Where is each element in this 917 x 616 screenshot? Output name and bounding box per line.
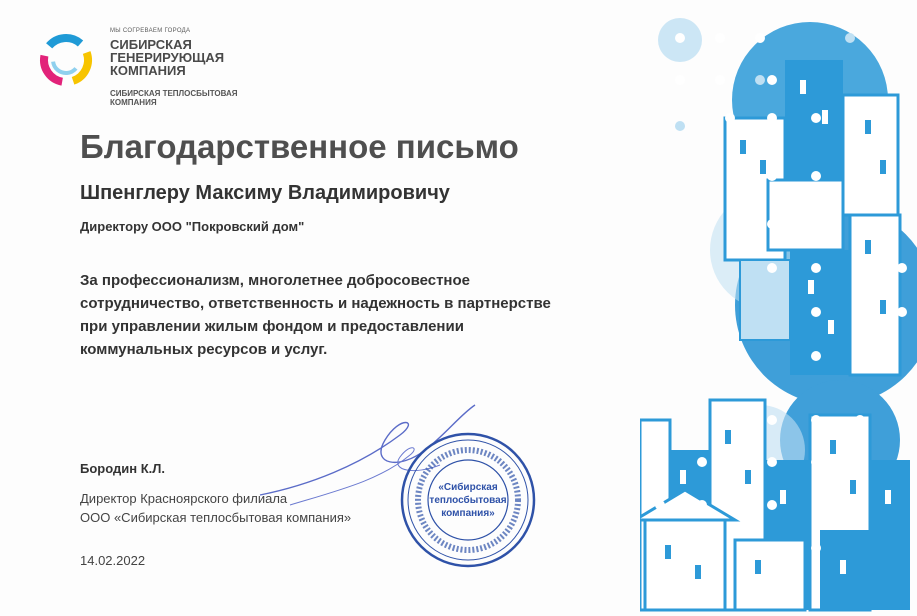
- logo-tagline: МЫ СОГРЕВАЕМ ГОРОДА: [110, 28, 191, 34]
- signer-position: Директор Красноярского филиала: [80, 491, 288, 506]
- signer-name: Бородин К.Л.: [80, 461, 165, 476]
- letter-title: Благодарственное письмо: [80, 128, 519, 165]
- city-illustration: [640, 0, 917, 616]
- logo-rings-icon: [34, 28, 98, 92]
- seal-text-line: «Сибирская: [438, 482, 498, 493]
- logo-sub-line: КОМПАНИЯ: [110, 98, 157, 107]
- logo-name-line: СИБИРСКАЯ: [110, 37, 192, 52]
- body-line: сотрудничество, ответственность и надежность в партнерстве: [80, 295, 551, 312]
- logo-company-name: [110, 38, 280, 77]
- letter-body: [80, 269, 640, 361]
- recipient-name: Шпенглеру Максиму Владимировичу: [80, 182, 450, 204]
- logo-sub-line: СИБИРСКАЯ ТЕПЛОСБЫТОВАЯ: [110, 89, 238, 98]
- recipient-position: Директору ООО "Покровский дом": [80, 219, 305, 234]
- official-seal: [398, 430, 538, 570]
- logo-subsidiary: [110, 89, 300, 107]
- letter-date: 14.02.2022: [80, 553, 146, 568]
- logo-name-line: КОМПАНИЯ: [110, 63, 186, 78]
- seal-text-line: теплосбытовая: [429, 495, 507, 506]
- body-line: при управлении жилым фондом и предоставлении: [80, 318, 464, 335]
- seal-text-line: компания»: [441, 508, 495, 519]
- company-logo: [34, 26, 264, 116]
- signer-organization: ООО «Сибирская теплосбытовая компания»: [80, 510, 352, 525]
- logo-name-line: ГЕНЕРИРУЮЩАЯ: [110, 50, 225, 65]
- body-line: коммунальных ресурсов и услуг.: [80, 341, 328, 358]
- body-line: За профессионализм, многолетнее добросовестное: [80, 272, 470, 289]
